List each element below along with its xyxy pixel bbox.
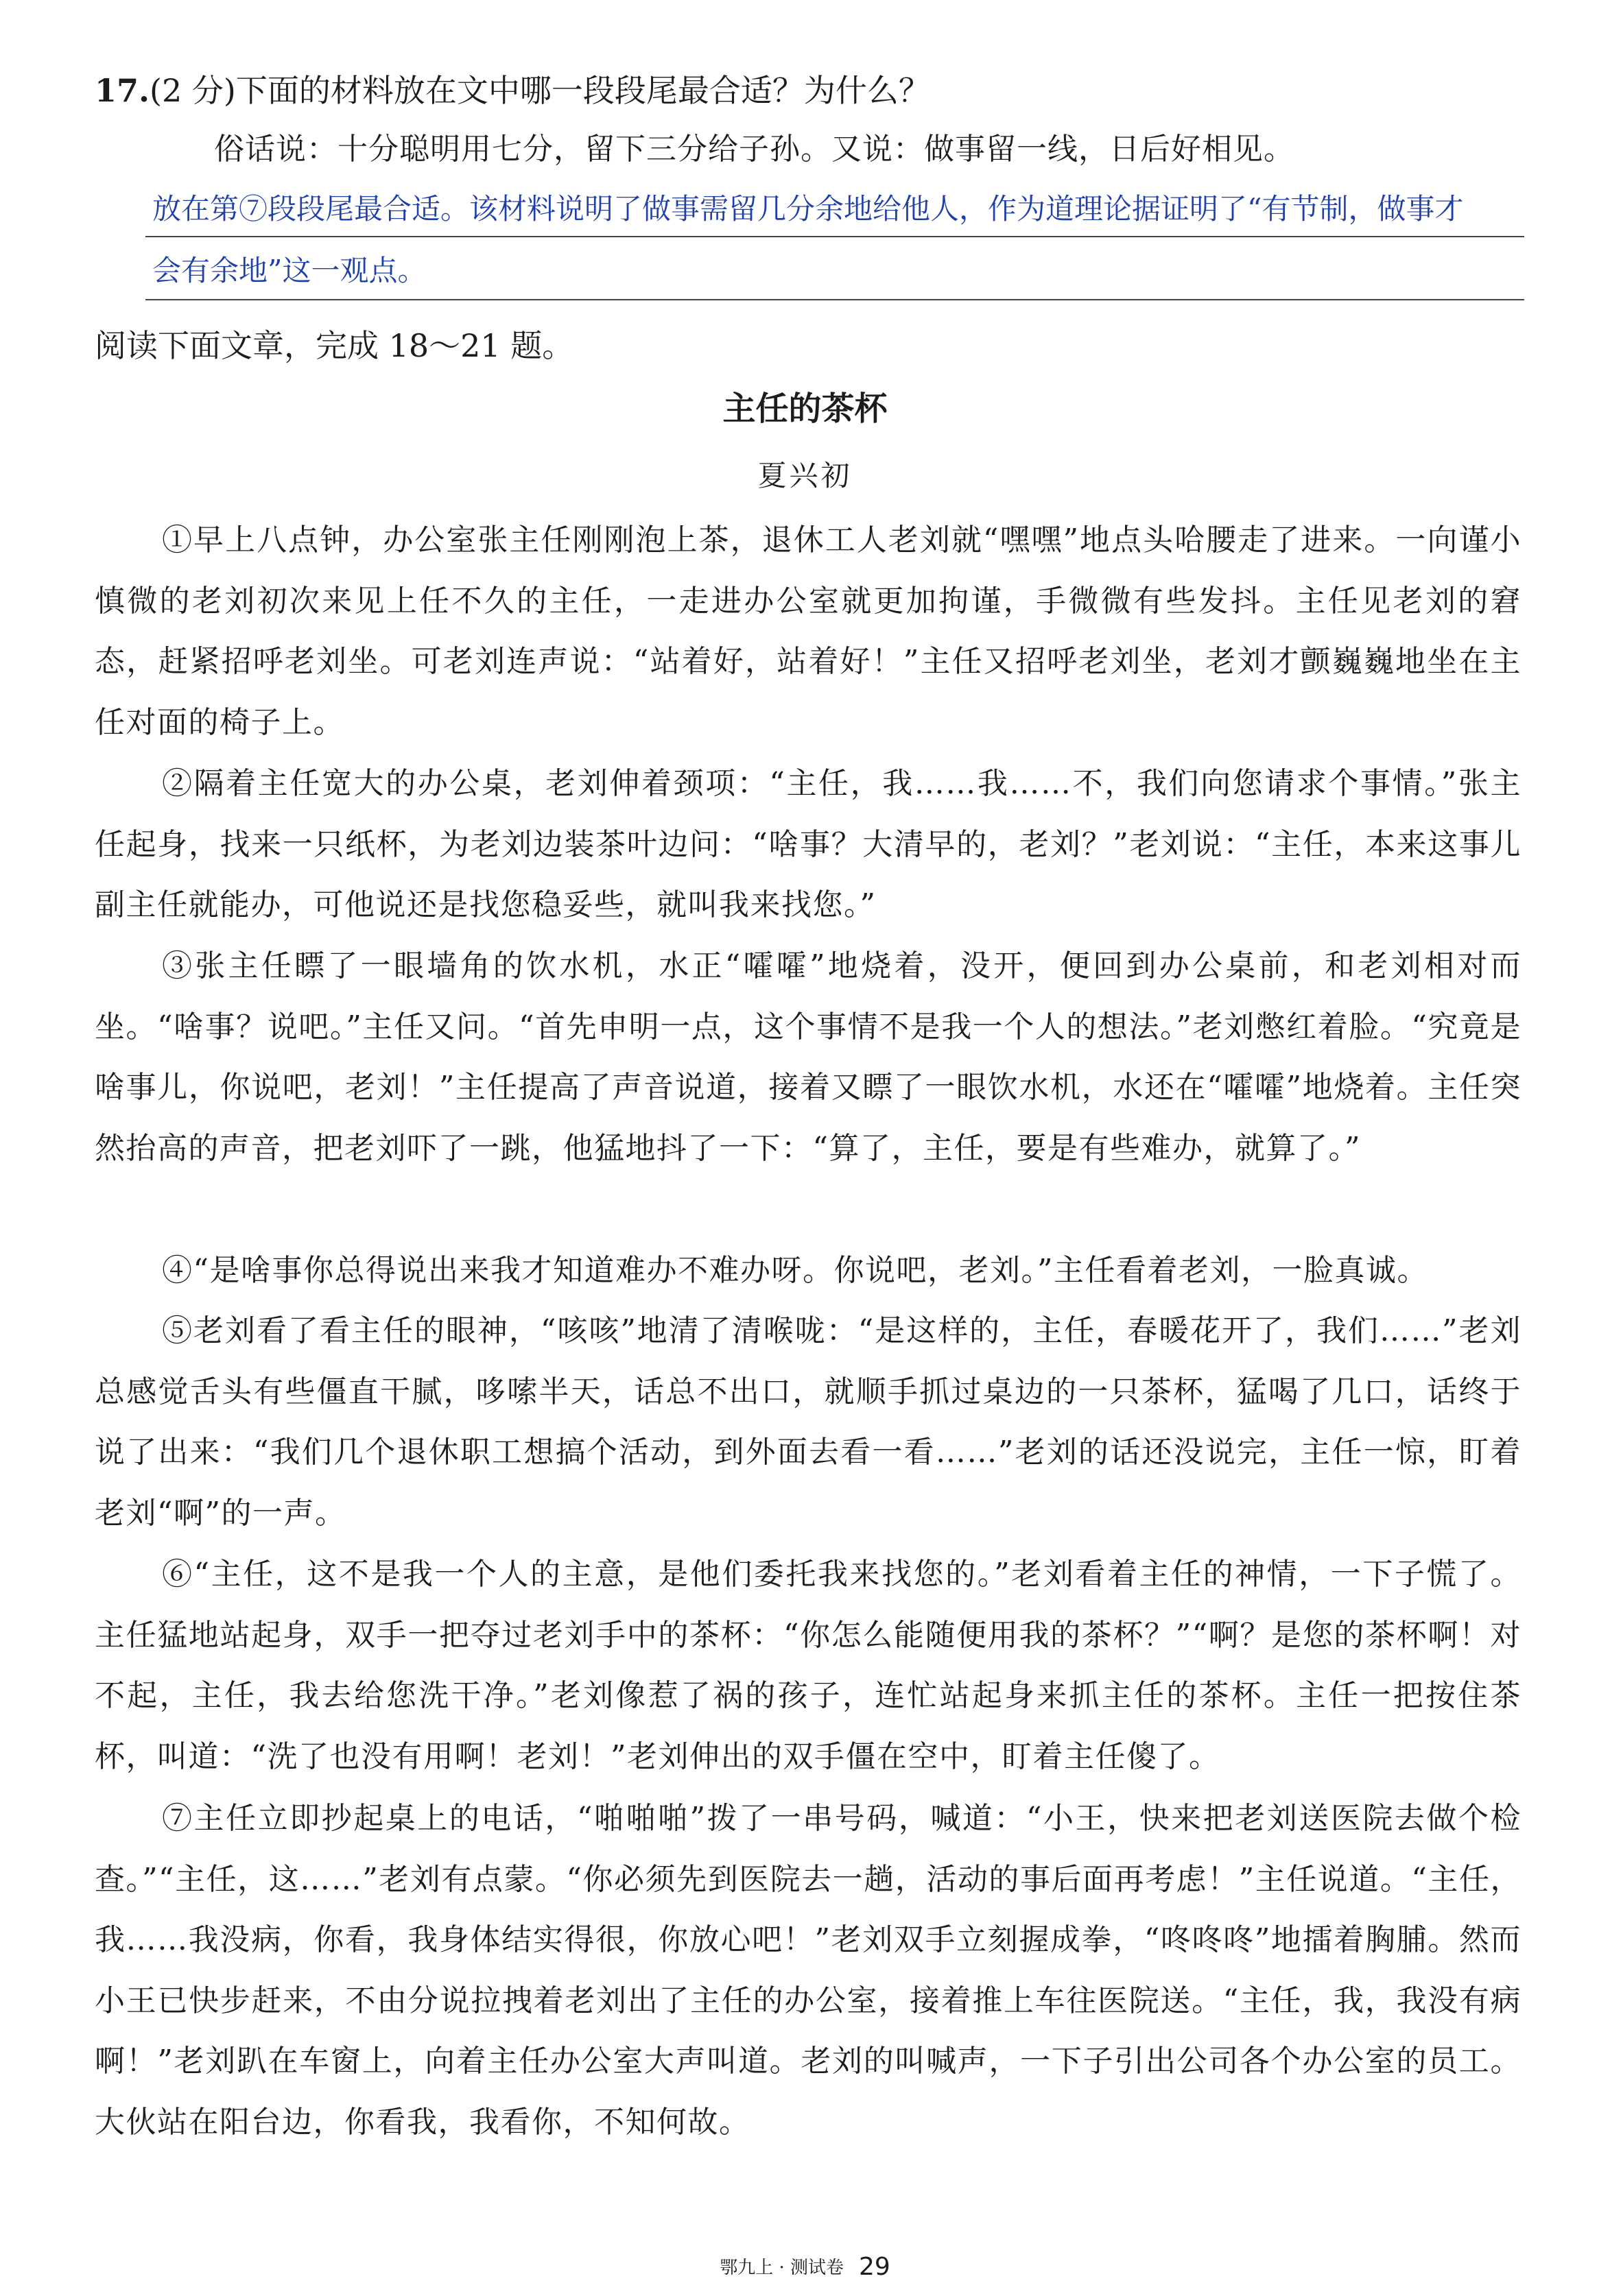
question-17: [95, 69, 930, 112]
reading-instruction: 阅读下面文章，完成 18～21 题。: [95, 327, 574, 364]
article-paragraph-5: ⑤老刘看了看主任的眼神，“咳咳”地清了清喉咙：“是这样的，主任，春暖花开了，我们……”老刘总感觉舌头有些僵直干腻，哆嗦半天，话总不出口，就顺手抓过桌边的一只茶杯，猛喝了几口，话终于说了出来：“我们几个退休职工想搞个活动，到外面去看一看……”老刘的话还没说完，主任一惊，盯着老刘“啊”的一声。: [95, 1313, 1522, 1531]
answer-line-1: 放在第⑦段段尾最合适。该材料说明了做事需留几分余地给他人，作为道理论据证明了“有节制，做事才: [152, 192, 1464, 226]
question-number: 17.: [95, 72, 150, 109]
question-material: 俗话说：十分聪明用七分，留下三分给子孙。又说：做事留一线，日后好相见。: [214, 132, 1294, 167]
question-text: (2 分)下面的材料放在文中哪一段段尾最合适？为什么？: [150, 72, 930, 109]
article-paragraph-2: ②隔着主任宽大的办公桌，老刘伸着颈项：“主任，我……我……不，我们向您请求个事情。”张主任起身，找来一只纸杯，为老刘边装茶叶边问：“啥事？大清早的，老刘？”老刘说：“主任，本来这事儿副主任就能办，可他说还是找您稳妥些，就叫我来找您。”: [95, 766, 1522, 922]
article-paragraph-6: ⑥“主任，这不是我一个人的主意，是他们委托我来找您的。”老刘看着主任的神情，一下子慌了。主任猛地站起身，双手一把夺过老刘手中的茶杯：“你怎么能随便用我的茶杯？”“啊？是您的茶杯啊！对不起，主任，我去给您洗干净。”老刘像惹了祸的孩子，连忙站起身来抓主任的茶杯。主任一把按住茶杯，叫道：“洗了也没有用啊！老刘！”老刘伸出的双手僵在空中，盯着主任傻了。: [95, 1557, 1522, 1774]
page-footer: [0, 2253, 1610, 2282]
article-title: 主任的茶杯: [722, 390, 888, 428]
article-author: 夏兴初: [757, 459, 853, 492]
answer-rule-1: [145, 236, 1524, 237]
article-paragraph-4: ④“是啥事你总得说出来我才知道难办不难办呀。你说吧，老刘。”主任看着老刘，一脸真诚。: [162, 1253, 1428, 1288]
page-number: 29: [858, 2253, 890, 2281]
footer-label: 鄂九上 · 测试卷: [720, 2258, 844, 2278]
answer-line-2: 会有余地”这一观点。: [152, 254, 427, 287]
article-paragraph-3: ③张主任瞟了一眼墙角的饮水机，水正“嚯嚯”地烧着，没开，便回到办公桌前，和老刘相对而坐。“啥事？说吧。”主任又问。“首先申明一点，这个事情不是我一个人的想法。”老刘憋红着脸。“究竟是啥事儿，你说吧，老刘！”主任提高了声音说道，接着又瞟了一眼饮水机，水还在“嚯嚯”地烧着。主任突然抬高的声音，把老刘吓了一跳，他猛地抖了一下：“算了，主任，要是有些难办，就算了。”: [95, 948, 1522, 1166]
answer-rule-2: [145, 299, 1524, 300]
article-paragraph-1: ①早上八点钟，办公室张主任刚刚泡上茶，退休工人老刘就“嘿嘿”地点头哈腰走了进来。一向谨小慎微的老刘初次来见上任不久的主任，一走进办公室就更加拘谨，手微微有些发抖。主任见老刘的窘态，赶紧招呼老刘坐。可老刘连声说：“站着好，站着好！”主任又招呼老刘坐，老刘才颤巍巍地坐在主任对面的椅子上。: [95, 523, 1522, 740]
article-paragraph-7: ⑦主任立即抄起桌上的电话，“啪啪啪”拨了一串号码，喊道：“小王，快来把老刘送医院去做个检查。”“主任，这……”老刘有点蒙。“你必须先到医院去一趟，活动的事后面再考虑！”主任说道。“主任，我……我没病，你看，我身体结实得很，你放心吧！”老刘双手立刻握成拳，“咚咚咚”地擂着胸脯。然而小王已快步赶来，不由分说拉拽着老刘出了主任的办公室，接着推上车往医院送。“主任，我，我没有病啊！”老刘趴在车窗上，向着主任办公室大声叫道。老刘的叫喊声，一下子引出公司各个办公室的员工。大伙站在阳台边，你看我，我看你，不知何故。: [95, 1801, 1522, 2140]
